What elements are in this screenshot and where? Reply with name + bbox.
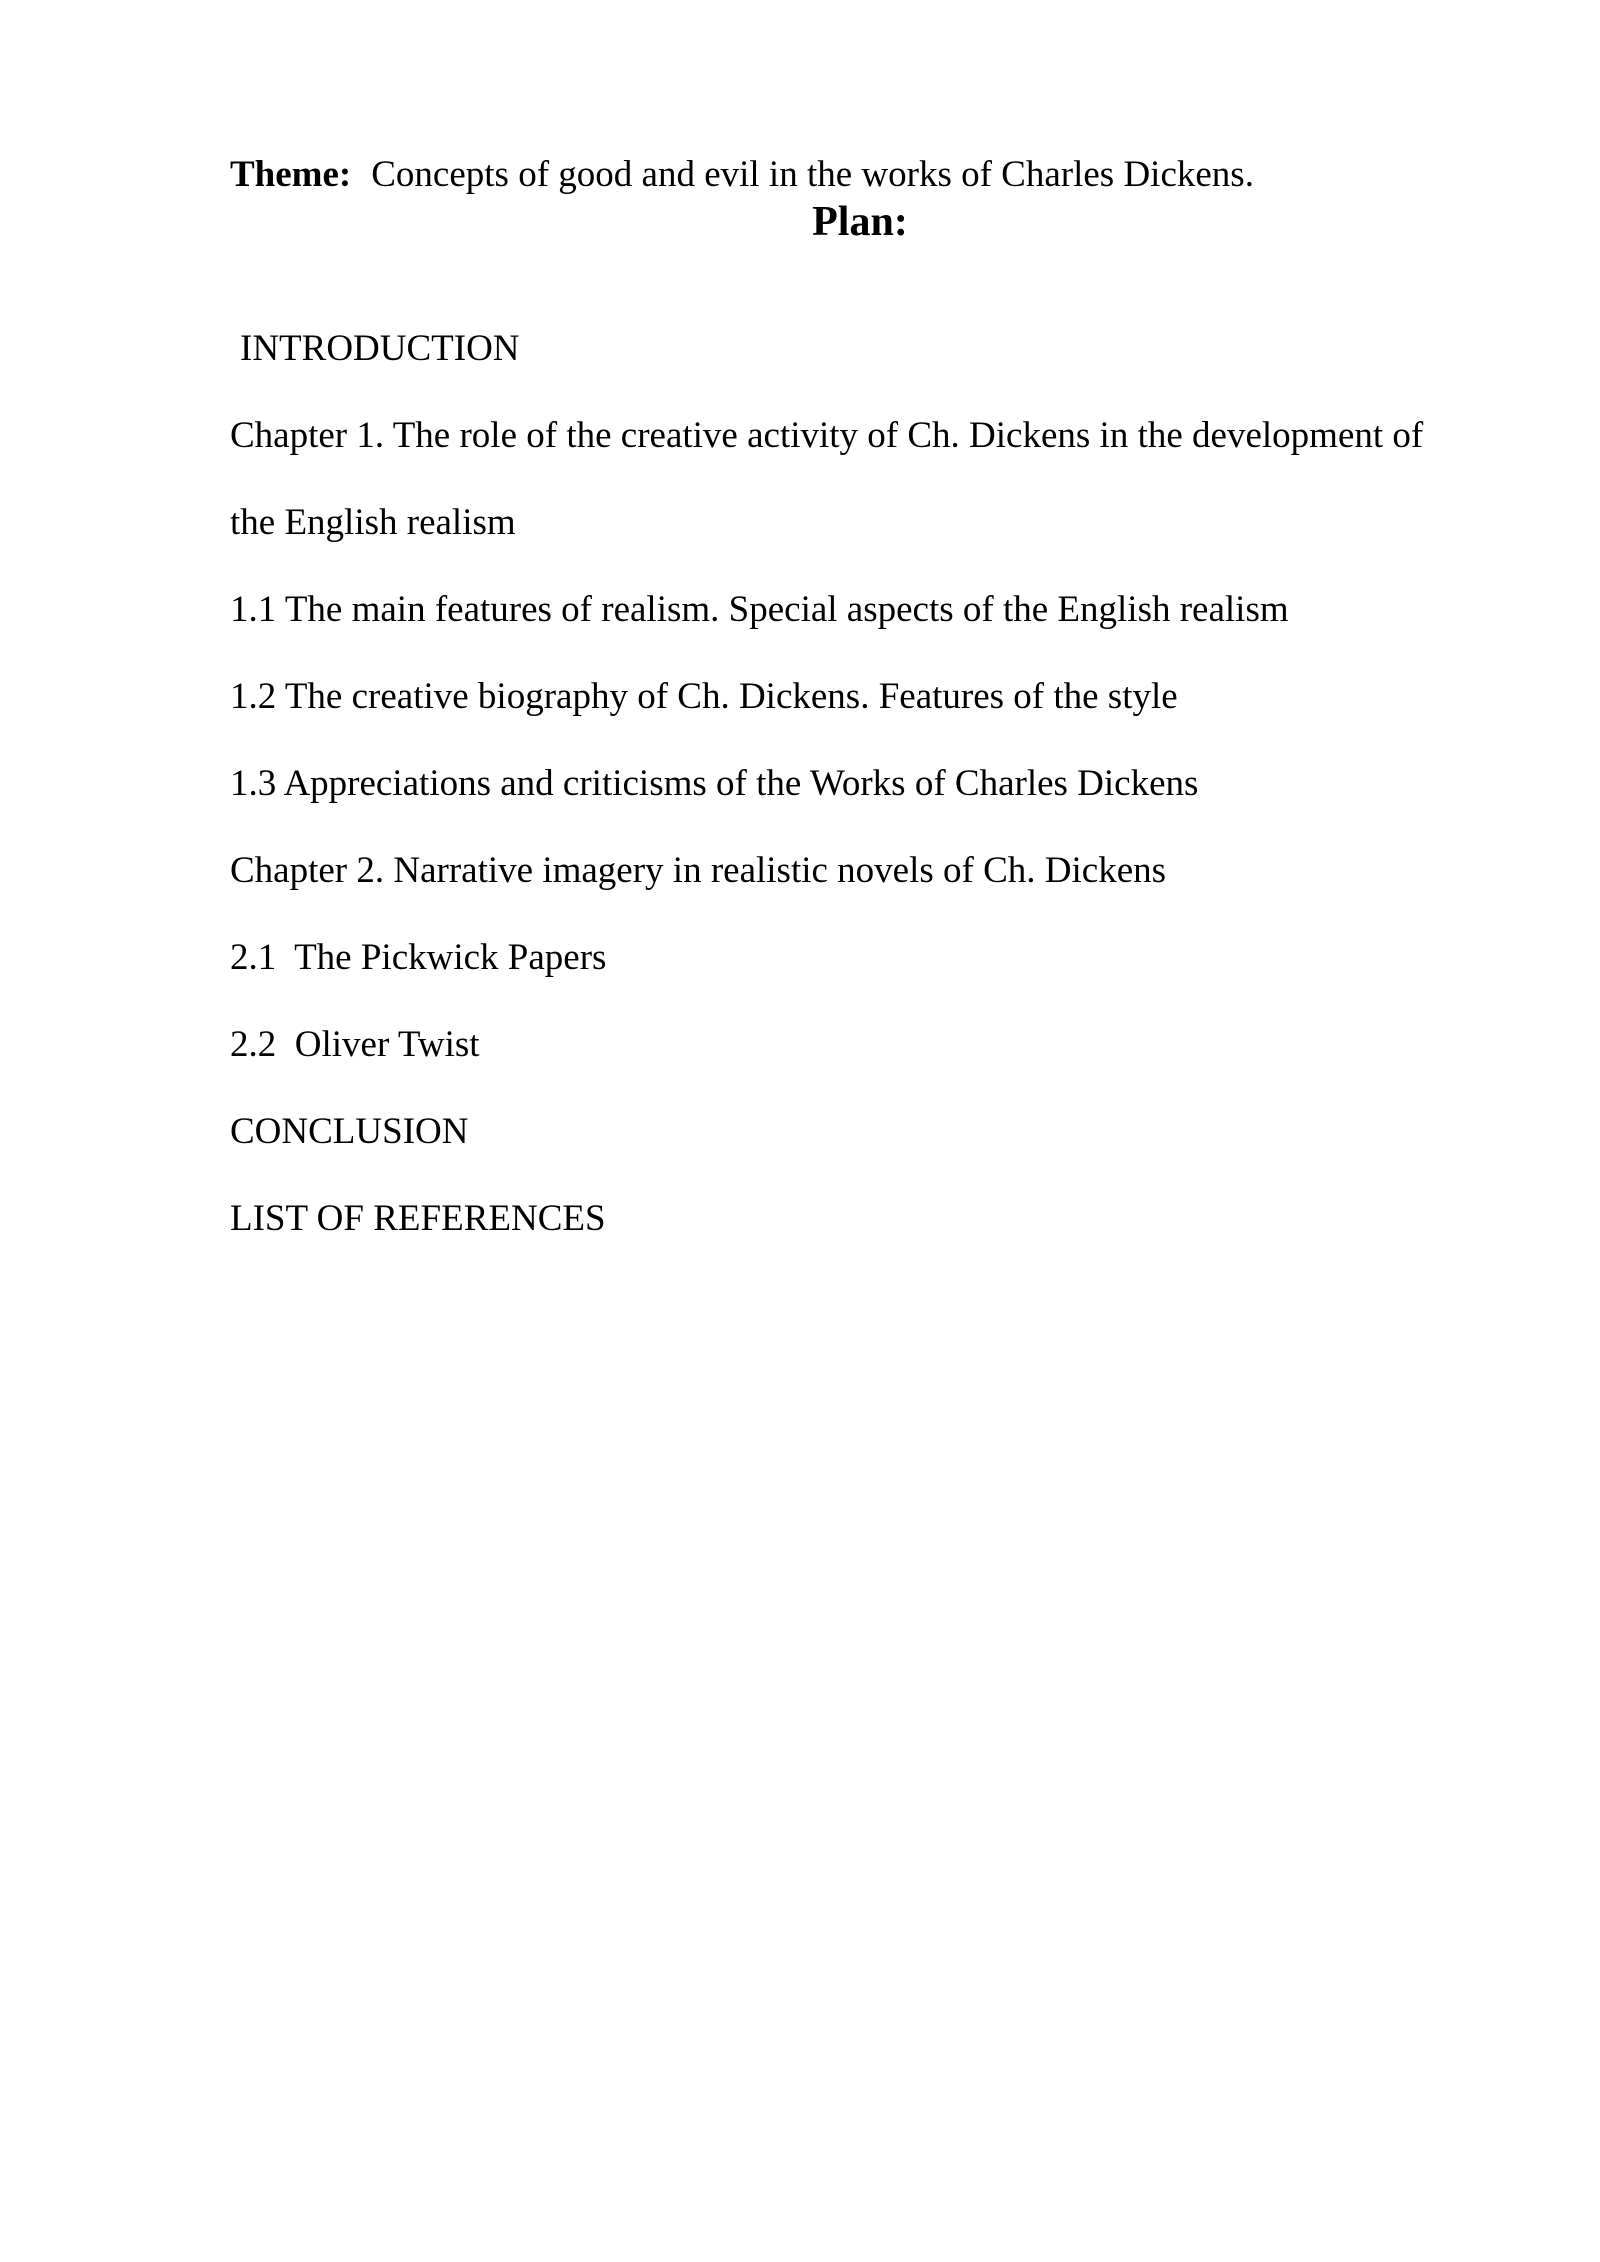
toc-item-section-1-3: 1.3 Appreciations and criticisms of the Works of Charles Dickens — [230, 763, 1199, 804]
toc-item-conclusion: CONCLUSION — [230, 1111, 469, 1152]
toc-item-chapter-1-continued: the English realism — [230, 502, 516, 543]
plan-title: Plan: — [812, 199, 908, 245]
toc-item-chapter-1: Chapter 1. The role of the creative activity of Ch. Dickens in the development of — [230, 415, 1424, 456]
toc-item-introduction: INTRODUCTION — [240, 328, 520, 369]
toc-item-section-2-2: 2.2 Oliver Twist — [230, 1024, 480, 1065]
theme-line — [230, 150, 1254, 200]
theme-text: Concepts of good and evil in the works of Charles Dickens. — [371, 154, 1254, 195]
toc-item-references: LIST OF REFERENCES — [230, 1198, 606, 1239]
theme-label: Theme: — [230, 154, 352, 195]
toc-item-section-1-1: 1.1 The main features of realism. Special aspects of the English realism — [230, 589, 1289, 630]
toc-item-section-2-1: 2.1 The Pickwick Papers — [230, 937, 607, 978]
table-of-contents — [230, 305, 1470, 1262]
toc-item-section-1-2: 1.2 The creative biography of Ch. Dickens. Features of the style — [230, 676, 1178, 717]
toc-item-chapter-2: Chapter 2. Narrative imagery in realistic novels of Ch. Dickens — [230, 850, 1167, 891]
